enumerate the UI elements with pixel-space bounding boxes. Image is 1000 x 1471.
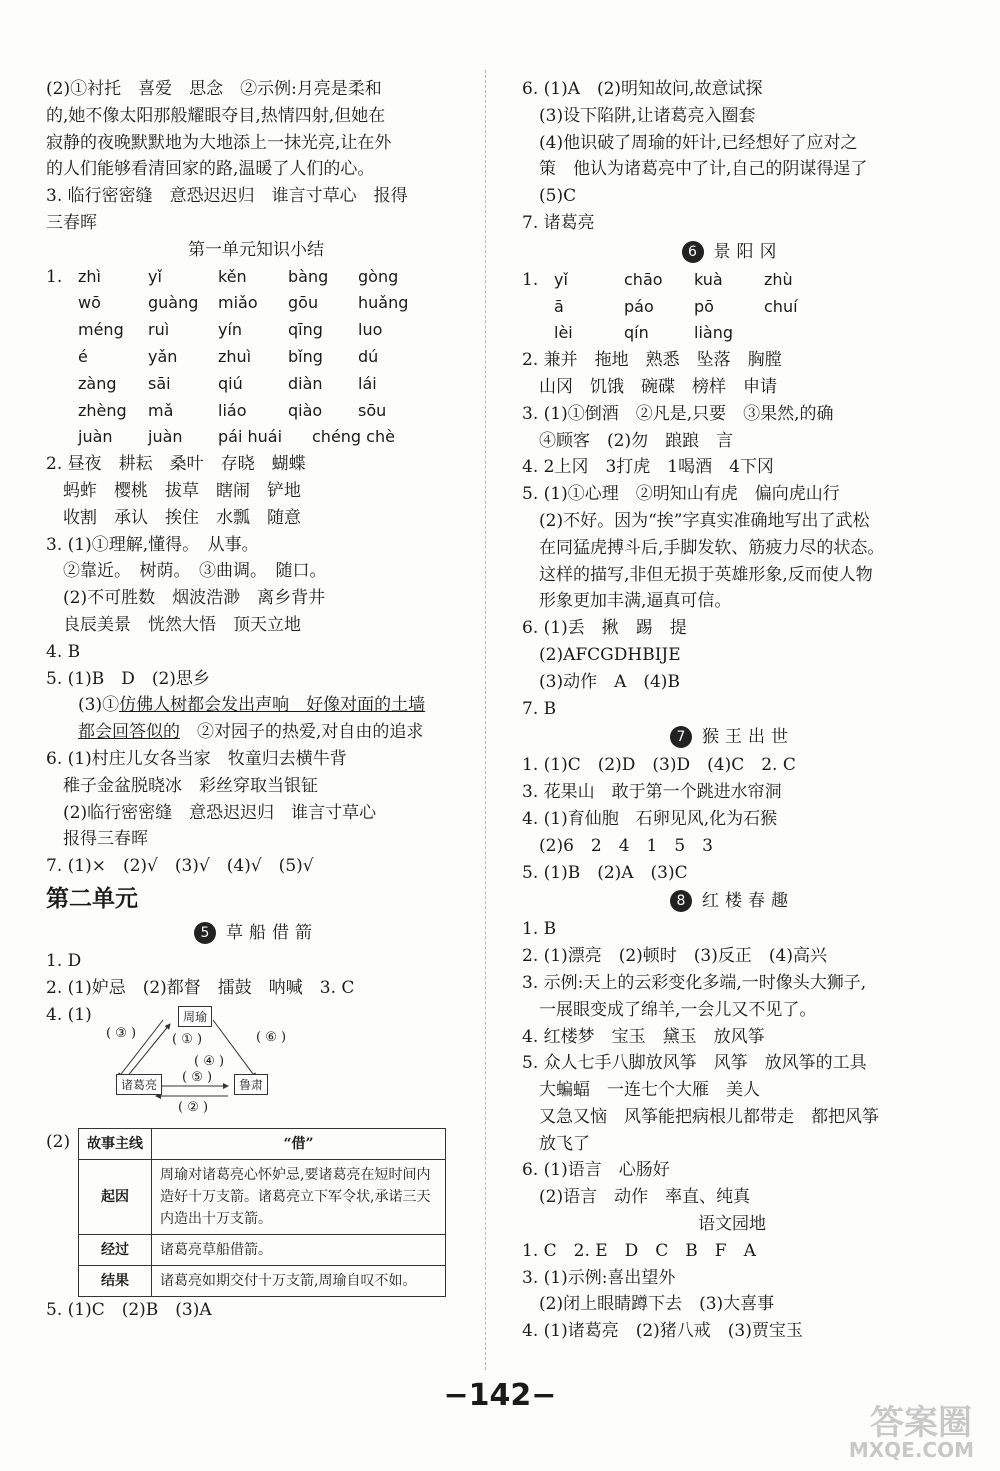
text-line: 7. B: [522, 698, 557, 719]
pinyin-row: [46, 290, 466, 317]
row-label: 经过: [79, 1235, 152, 1266]
pinyin: chāo: [624, 269, 663, 289]
text-line: 大蝙蝠 一连七个大雁 美人: [522, 1080, 760, 1101]
table-block: [46, 1128, 466, 1297]
text-line: (2)①衬托 喜爱 思念 ②示例:月亮是柔和: [46, 79, 382, 99]
text-line: 山冈 饥饿 碗碟 榜样 申请: [522, 376, 777, 397]
pinyin: wō: [78, 293, 101, 313]
pinyin: qiào: [288, 400, 323, 420]
pinyin: liàng: [694, 323, 733, 343]
text-line: 5. (1)B (2)A (3)C: [522, 862, 688, 883]
pinyin: miǎo: [218, 293, 258, 313]
pinyin: lái: [358, 373, 377, 393]
text-span: ②对园子的热爱,对自由的追求: [180, 722, 424, 743]
text-line: (2)6 2 4 1 5 3: [522, 835, 713, 856]
pinyin: sāi: [148, 373, 171, 393]
underlined-text: 都会回答似的: [78, 722, 180, 743]
blank-label: ( ② ): [178, 1100, 209, 1116]
pinyin: gōu: [288, 293, 319, 313]
pinyin: qiú: [218, 373, 243, 393]
pinyin: é: [78, 346, 88, 366]
blank-label: ( ⑤ ): [182, 1070, 213, 1086]
blank-label: ( ④ ): [194, 1054, 225, 1070]
table-row: [79, 1235, 446, 1266]
row-value: 周瑜对诸葛亮心怀妒忌,要诸葛亮在短时间内造好十万支箭。诸葛亮立下军令状,承诺三天内造出十万支箭。: [152, 1160, 446, 1235]
text-line: 2. (1)妒忌 (2)都督 擂鼓 呐喊 3. C: [46, 977, 355, 998]
text-line: [46, 719, 466, 746]
text-line: 3. (1)示例:喜出望外: [522, 1267, 676, 1288]
question-number: (2): [46, 1132, 71, 1153]
table-row: [79, 1266, 446, 1297]
text-line: ④顾客 (2)勿 踉踉 言: [522, 430, 734, 451]
text-line: 一展眼变成了绵羊,一会儿又不见了。: [522, 999, 817, 1020]
pinyin-row: [46, 371, 466, 398]
lesson-name: 猴王出世: [702, 727, 794, 748]
text-line: (2)闭上眼睛蹲下去 (3)大喜事: [522, 1294, 775, 1315]
pinyin: bǐng: [288, 346, 323, 366]
row-label: 起因: [79, 1160, 152, 1235]
text-line: 这样的描写,非但无损于英雄形象,反而使人物: [522, 564, 873, 585]
blank-label: ( ③ ): [106, 1026, 137, 1042]
text-line: 1. C 2. E D C B F A: [522, 1240, 756, 1261]
text-line: 4. (1): [46, 1004, 92, 1025]
section-title: 语文园地: [698, 1214, 766, 1235]
lesson-name: 景阳冈: [713, 241, 783, 262]
text-line: 良辰美景 恍然大悟 顶天立地: [46, 614, 301, 635]
table-header: “借”: [152, 1129, 446, 1160]
pinyin: sōu: [358, 400, 387, 420]
pinyin: dú: [358, 346, 379, 366]
row-value: 诸葛亮如期交付十万支箭,周瑜自叹不如。: [152, 1266, 446, 1297]
text-line: (2)语言 动作 率直、纯真: [522, 1187, 751, 1208]
text-line: 5. (1)①心理 ②明知山有虎 偏向虎山行: [522, 484, 840, 505]
text-line: 收割 承认 挨住 水瓢 随意: [46, 507, 301, 528]
pinyin: yǐ: [554, 269, 568, 289]
pinyin: qín: [624, 323, 649, 343]
pinyin-row: [522, 267, 942, 294]
text-line: 稚子金盆脱晓冰 彩丝穿取当银钲: [46, 775, 318, 796]
row-label: 结果: [79, 1266, 152, 1297]
pinyin: méng: [78, 320, 124, 340]
text-line: 放飞了: [522, 1133, 590, 1154]
pinyin-row: [46, 344, 466, 371]
text-line: (2)临行密密缝 意恐迟迟归 谁言寸草心: [46, 802, 377, 823]
text-line: 2. 兼并 拖地 熟悉 坠落 胸膛: [522, 350, 782, 371]
text-line: 4. (1)诸葛亮 (2)猪八戒 (3)贾宝玉: [522, 1321, 803, 1342]
text-line: 的,她不像太阳那般耀眼夺目,热情四射,但她在: [46, 105, 386, 126]
text-line: 蚂蚱 樱桃 拔草 瞎闹 铲地: [46, 480, 301, 501]
text-line: 在同猛虎搏斗后,手脚发软、筋疲力尽的状态。: [522, 537, 885, 558]
text-line: 7. (1)× (2)√ (3)√ (4)√ (5)√: [46, 856, 314, 877]
pinyin: pái huái: [218, 427, 283, 447]
table-header: 故事主线: [79, 1129, 152, 1160]
lesson-title: [522, 722, 942, 752]
text-line: 寂静的夜晚默默地为大地添上一抹光亮,让在外: [46, 132, 392, 153]
lesson-title: [46, 918, 466, 948]
pinyin: gòng: [358, 266, 399, 286]
story-table: [78, 1128, 446, 1297]
text-line: 1. B: [522, 919, 557, 940]
zhugeliang-box: 诸葛亮: [116, 1074, 162, 1095]
pinyin: kuà: [694, 269, 723, 289]
text-line: (3)设下陷阱,让诸葛亮入圈套: [522, 105, 756, 126]
pinyin: pō: [694, 296, 714, 316]
pinyin: chuí: [764, 296, 798, 316]
pinyin: huǎng: [358, 293, 409, 313]
pinyin: luo: [358, 320, 383, 340]
text-line: 3. 临行密密缝 意恐迟迟归 谁言寸草心 报得: [46, 186, 408, 207]
pinyin: zhuì: [218, 346, 252, 366]
blank-label: ( ① ): [172, 1032, 203, 1048]
lesson-number-badge: 7: [670, 726, 692, 748]
left-column: [46, 76, 466, 1324]
text-line: 6. (1)A (2)明知故问,故意试探: [522, 79, 763, 99]
pinyin: juàn: [78, 427, 113, 447]
text-line: ②靠近。 树荫。 ③曲调。 随口。: [46, 561, 327, 582]
pinyin: zhèng: [78, 400, 127, 420]
text-line: (3)动作 A (4)B: [522, 671, 680, 692]
text-line: (4)他识破了周瑜的奸计,已经想好了应对之: [522, 132, 858, 153]
text-line: 2. (1)漂亮 (2)顿时 (3)反正 (4)高兴: [522, 946, 827, 967]
pinyin: mǎ: [148, 400, 174, 420]
pinyin: ā: [554, 296, 564, 316]
text-line: 形象更加丰满,逼真可信。: [522, 591, 732, 612]
row-value: 诸葛亮草船借箭。: [152, 1235, 446, 1266]
text-line: 7. 诸葛亮: [522, 212, 595, 233]
pinyin-block: [46, 264, 466, 452]
section-title: 第一单元知识小结: [188, 239, 324, 260]
text-line: 4. 红楼梦 宝玉 黛玉 放风筝: [522, 1026, 765, 1047]
text-line: 报得三春晖: [46, 829, 148, 850]
zhouyu-box: 周瑜: [178, 1006, 212, 1027]
text-line: 6. (1)语言 心肠好: [522, 1160, 670, 1181]
page-number: −142−: [443, 1378, 557, 1413]
pinyin-block: [522, 267, 942, 347]
lesson-number-badge: 8: [670, 890, 692, 912]
text-line: (2)不可胜数 烟波浩渺 离乡背井: [46, 588, 326, 609]
pinyin-row: [522, 320, 942, 347]
text-line: 2. 昼夜 耕耘 桑叶 存晓 蝴蝶: [46, 454, 306, 475]
text-line: 3. (1)①理解,懂得。 从事。: [46, 534, 259, 555]
text-line: [46, 692, 466, 719]
text-line: 又急又恼 风筝能把病根儿都带走 都把风筝: [522, 1106, 879, 1127]
blank-label: ( ⑥ ): [256, 1030, 287, 1046]
text-span: (3)①: [78, 695, 120, 716]
watermark-logo: 答案圈: [870, 1403, 972, 1443]
pinyin-row: [46, 398, 466, 425]
pinyin: chéng chè: [312, 427, 395, 447]
pinyin: diàn: [288, 373, 323, 393]
text-line: 5. 众人七手八脚放风筝 风筝 放风筝的工具: [522, 1053, 867, 1074]
pinyin: qīng: [288, 320, 323, 340]
pinyin: zhì: [78, 266, 101, 286]
text-line: 5. (1)C (2)B (3)A: [46, 1300, 212, 1321]
pinyin: bàng: [288, 266, 329, 286]
lesson-name: 草船借箭: [226, 922, 318, 943]
text-line: 策 他认为诸葛亮中了计,自己的阴谋得逞了: [522, 159, 868, 180]
underlined-text: 仿佛人树都会发出声响 好像对面的土墙: [119, 695, 426, 716]
lesson-number-badge: 5: [194, 922, 216, 944]
lusu-box: 鲁肃: [234, 1074, 268, 1095]
text-line: (2)AFCGDHBIJE: [522, 644, 681, 665]
lesson-name: 红楼春趣: [702, 891, 794, 912]
text-line: 6. (1)村庄儿女各当家 牧童归去横牛背: [46, 748, 347, 769]
text-line: 6. (1)丢 揪 踢 提: [522, 618, 687, 639]
pinyin: guàng: [148, 293, 199, 313]
pinyin-row: [46, 424, 466, 451]
pinyin: yín: [218, 320, 243, 340]
text-line: 1. D: [46, 950, 82, 971]
pinyin-row: [46, 264, 466, 291]
pinyin: yǎn: [148, 346, 178, 366]
text-line: (2)不好。因为“挨”字真实准确地写出了武松: [522, 510, 870, 531]
text-line: 1. (1)C (2)D (3)D (4)C 2. C: [522, 755, 796, 776]
table-row: [79, 1160, 446, 1235]
question-number: 1.: [522, 269, 539, 290]
pinyin: lèi: [554, 323, 573, 343]
lesson-number-badge: 6: [682, 241, 704, 263]
pinyin: yǐ: [148, 266, 162, 286]
right-column: [522, 76, 942, 1345]
text-line: 的人们能够看清回家的路,温暖了人们的心。: [46, 159, 375, 180]
text-line: 3. (1)①倒酒 ②凡是,只要 ③果然,的确: [522, 403, 834, 424]
text-line: 三春晖: [46, 212, 97, 233]
text-line: 3. 花果山 敢于第一个跳进水帘洞: [522, 782, 782, 803]
text-line: 3. 示例:天上的云彩变化多端,一时像头大狮子,: [522, 972, 867, 993]
pinyin: páo: [624, 296, 654, 316]
question-number: 1.: [46, 266, 63, 287]
text-line: 4. 2上冈 3打虎 1喝酒 4下冈: [522, 457, 774, 478]
text-line: 5. (1)B D (2)思乡: [46, 668, 210, 689]
pinyin: ruì: [148, 320, 170, 340]
column-divider: [485, 70, 486, 1370]
lesson-title: [522, 886, 942, 916]
pinyin: kěn: [218, 266, 247, 286]
pinyin: juàn: [148, 427, 183, 447]
text-line: 4. (1)育仙胞 石卵见风,化为石猴: [522, 808, 778, 829]
text-line: 4. B: [46, 641, 81, 662]
pinyin: zàng: [78, 373, 117, 393]
table-header-row: [79, 1129, 446, 1160]
unit-title: 第二单元: [46, 885, 138, 912]
pinyin-row: [522, 294, 942, 321]
pinyin: liáo: [218, 400, 247, 420]
relationship-diagram: [78, 1010, 466, 1124]
lesson-title: [522, 237, 942, 267]
pinyin-row: [46, 317, 466, 344]
pinyin: zhù: [764, 269, 793, 289]
text-line: (5)C: [522, 186, 577, 207]
watermark-url: MXQE.COM: [848, 1438, 974, 1462]
